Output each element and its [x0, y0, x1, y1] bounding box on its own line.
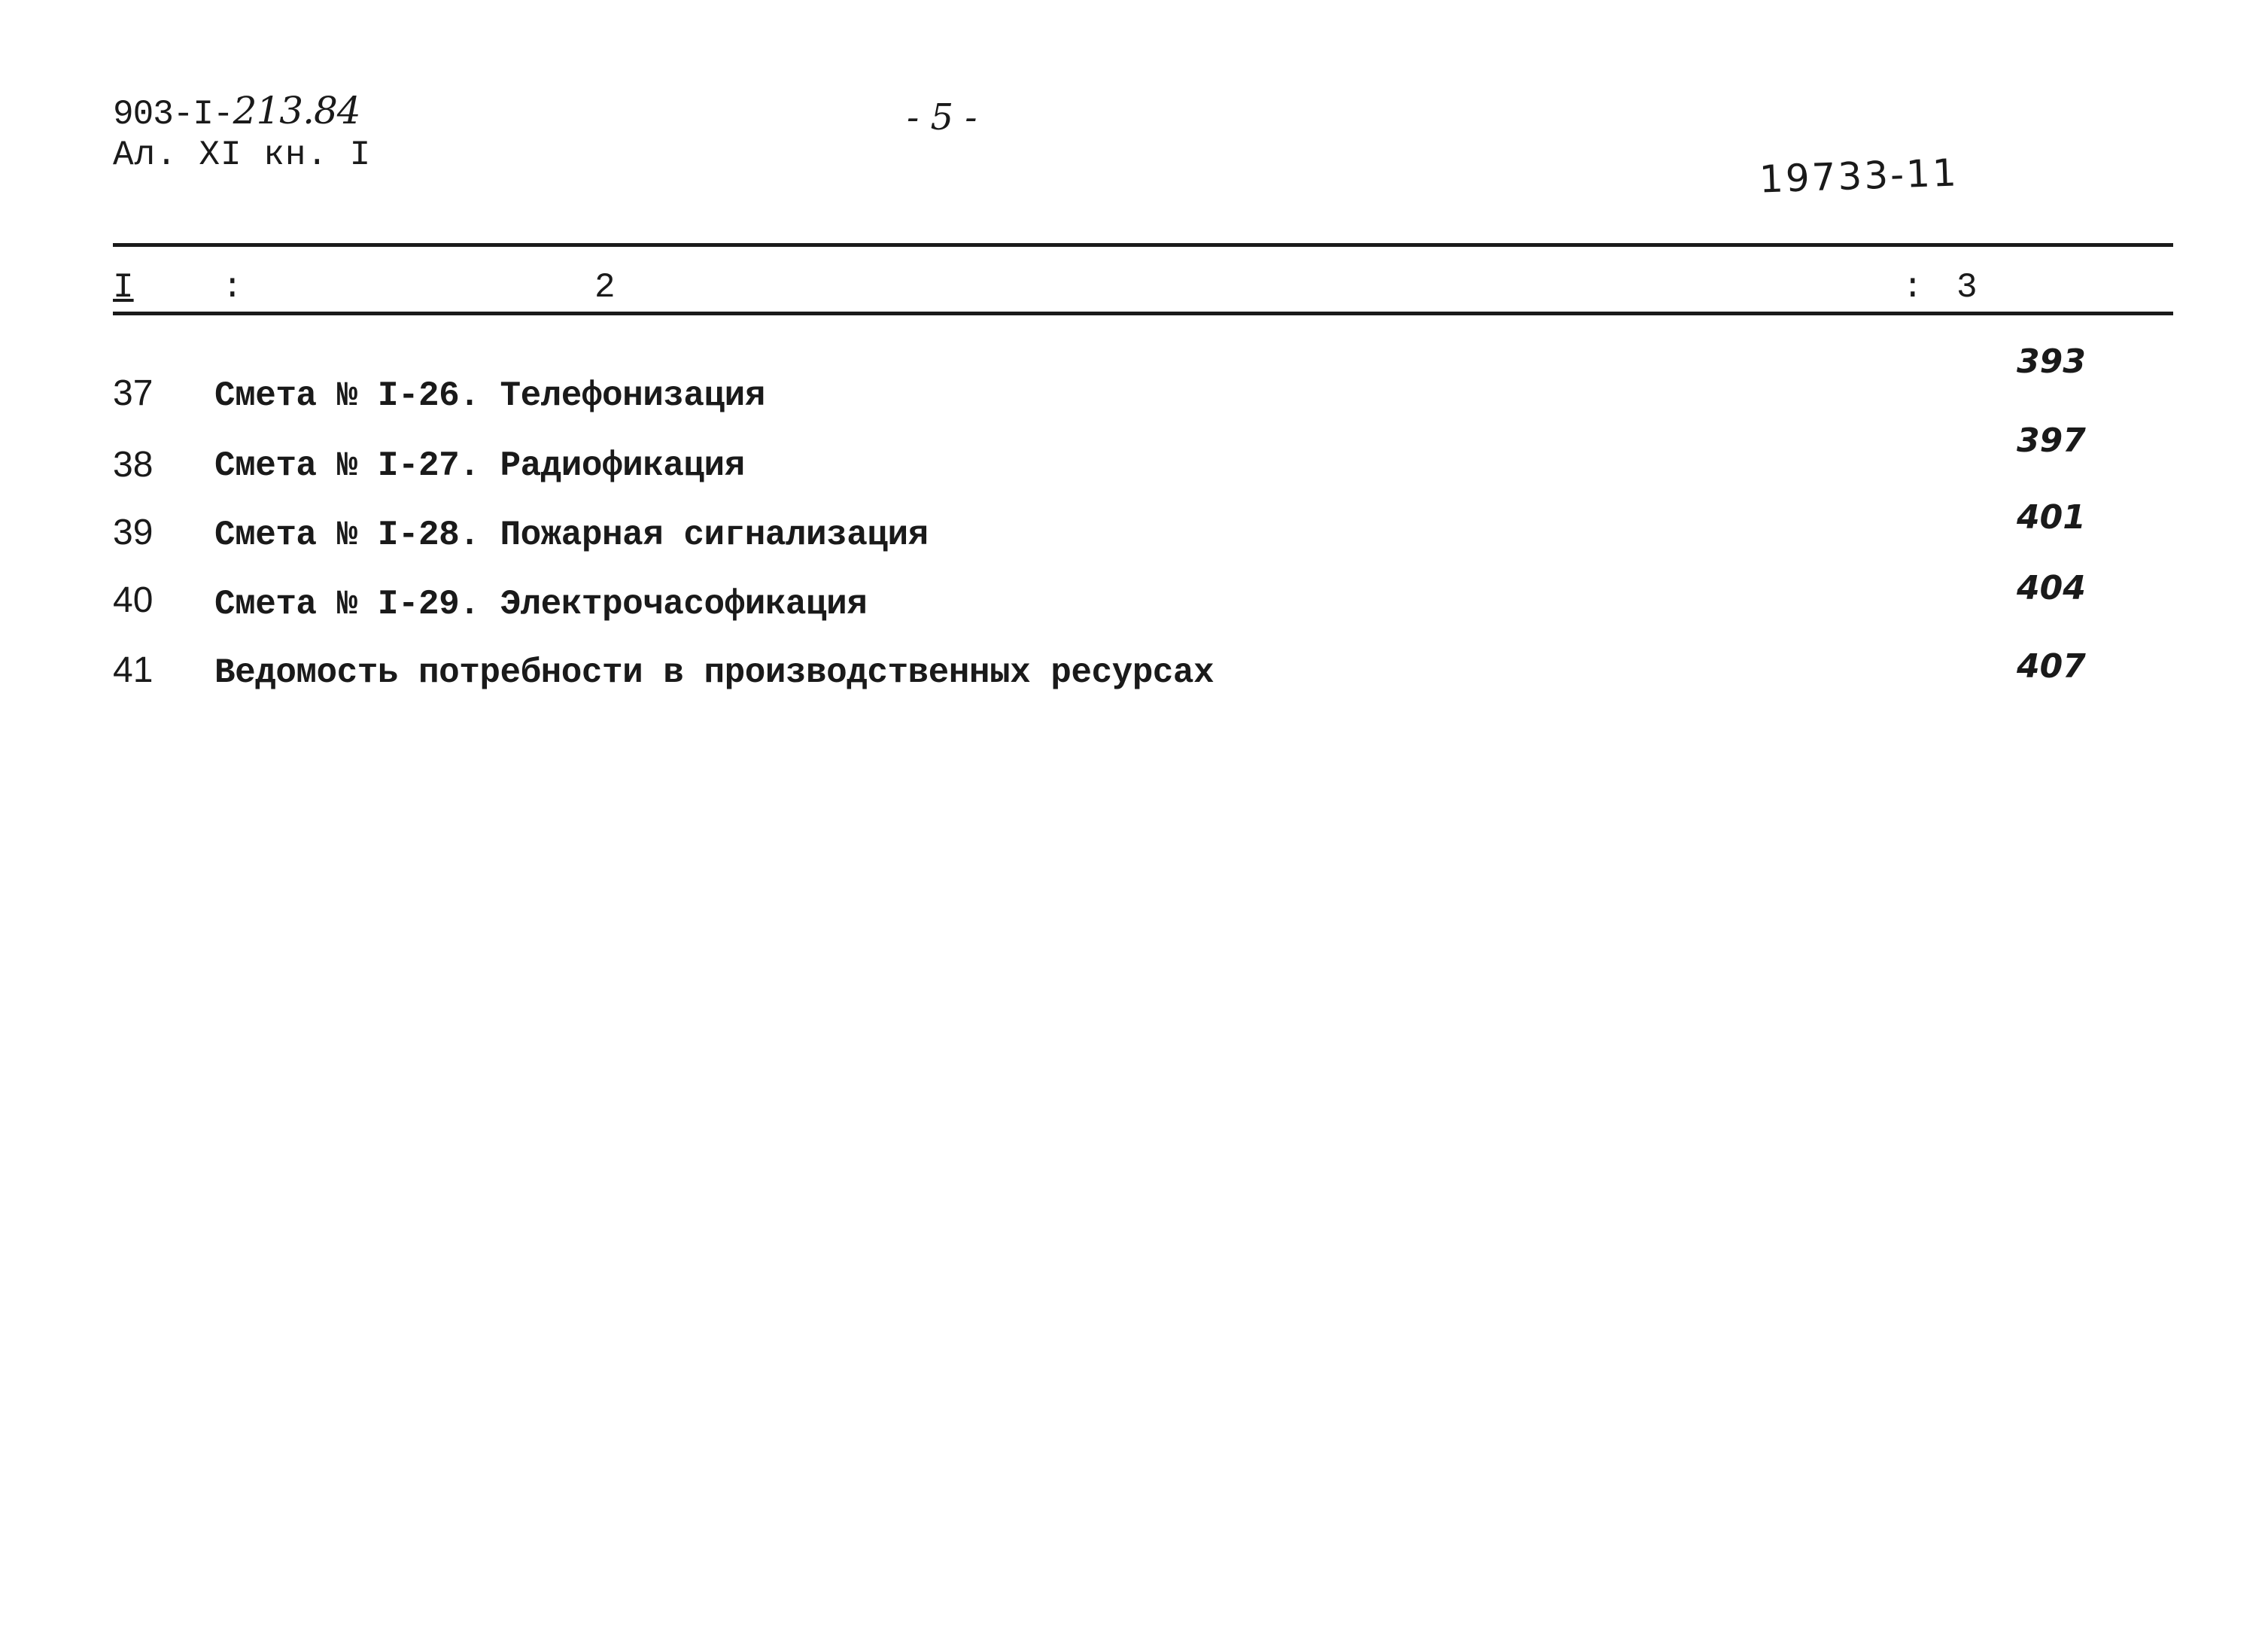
document-code	[113, 89, 360, 134]
column-separator-1: :	[222, 268, 243, 307]
row-page-ref: 401	[2017, 498, 2086, 537]
row-page-ref: 397	[2017, 421, 2086, 460]
table-header-rule	[113, 312, 2173, 315]
row-title: Смета № I-27. Радиофикация	[214, 446, 745, 485]
row-page-ref: 407	[2017, 647, 2086, 686]
row-number: 37	[113, 373, 154, 413]
row-title: Смета № I-26. Телефонизация	[214, 376, 765, 415]
row-number: 39	[113, 513, 154, 552]
row-page-ref: 393	[2017, 342, 2086, 381]
document-code-handwritten: 213.84	[233, 89, 360, 132]
column-header-2: 2	[594, 268, 616, 307]
column-header-1: I	[113, 268, 134, 307]
archive-number: 19733-11	[1759, 151, 1959, 202]
row-number: 40	[113, 580, 154, 620]
row-title: Смета № I-28. Пожарная сигнализация	[214, 516, 929, 555]
row-number: 38	[113, 445, 154, 485]
album-book-label: Ал. XI кн. I	[113, 135, 372, 175]
row-number: 41	[113, 650, 154, 690]
document-code-printed: 903-I-	[113, 95, 233, 134]
column-header-3: 3	[1956, 268, 1978, 307]
row-page-ref: 404	[2017, 569, 2086, 607]
column-separator-2: :	[1902, 268, 1923, 307]
table-top-rule	[113, 243, 2173, 247]
row-title: Ведомость потребности в производственных ресурсах	[214, 653, 1215, 692]
row-title: Смета № I-29. Электрочасофикация	[214, 585, 868, 624]
page-number: - 5 -	[907, 96, 977, 138]
